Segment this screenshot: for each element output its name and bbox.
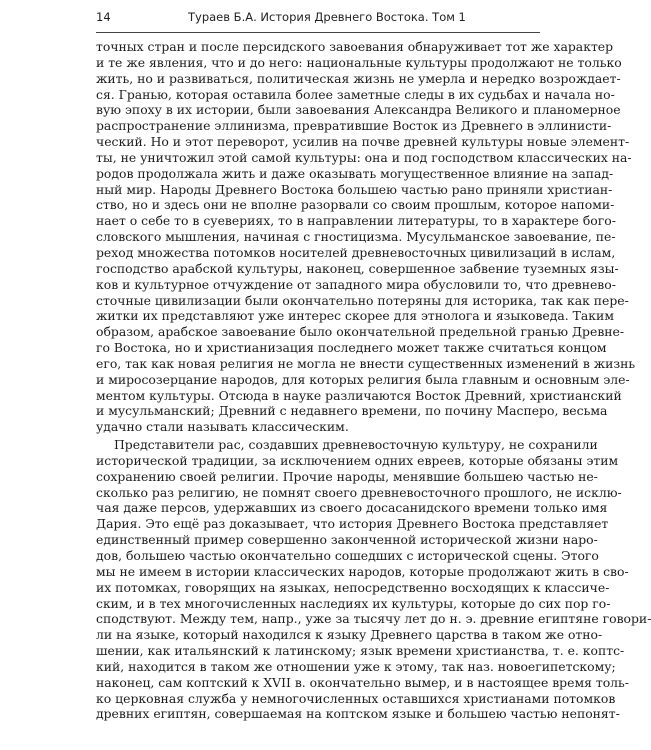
text-line: и миросозерцание народов, для которых религия была главным и основным эле- <box>96 371 630 387</box>
text-line: исторической традиции, за исключением одних евреев, которые обязаны этим <box>96 452 619 468</box>
text-line: шении, как итальянский к латинскому; язык времени христианства, т. е. коптс- <box>96 643 625 659</box>
text-line: родов продолжала жить и даже оказывать могущественное влияние на запад- <box>96 165 614 181</box>
text-line: ческий. Но и этот переворот, усилив на почве древней культуры новые элемент- <box>96 134 630 150</box>
text-line: кий, находится в таком же отношении уже к этому, так наз. новоегипетскому; <box>96 658 616 674</box>
text-line: и мусульманский; Древний с недавнего времени, по почину Масперо, весьма <box>96 403 608 419</box>
text-line: сохранению своей религии. Прочие народы, менявшие большею частью не- <box>96 468 598 484</box>
text-line: древних египтян, совершаемая на коптском языке и большею частью непонят- <box>96 706 620 722</box>
text-line: образом, арабское завоевание было окончательной предельной гранью Древне- <box>96 324 625 340</box>
text-line: ментом культуры. Отсюда в науке различаются Восток Древний, христианский <box>96 387 622 403</box>
text-line: наконец, сам коптский к XVII в. окончательно вымер, и в настоящее время толь- <box>96 674 629 690</box>
text-line: вую эпоху в их истории, были завоевания Александра Великого и планомерное <box>96 102 621 118</box>
page-number: 14 <box>96 10 111 24</box>
text-line: ный мир. Народы Древнего Востока большею частью рано приняли христиан- <box>96 181 613 197</box>
running-title: Тураев Б.А. История Древнего Востока. Том 1 <box>188 10 466 24</box>
text-line: мы не имеем в истории классических народов, которые продолжают жить в сво- <box>96 563 629 579</box>
text-line: их потомках, говорящих на языках, непосредственно восходящих к классиче- <box>96 579 610 595</box>
text-line: ся. Гранью, которая оставила более заметные следы в их судьбах и начала но- <box>96 86 615 102</box>
text-line: ты, не уничтожил этой самой культуры: она и под господством классических на- <box>96 149 632 165</box>
text-line: нает о себе то в суевериях, то в направлении литературы, то в характере бого- <box>96 213 616 229</box>
text-line: жить, но и развиваться, политическая жизнь не умерла и нередко возрождает- <box>96 70 621 86</box>
paragraph <box>96 39 636 435</box>
running-header <box>96 10 540 33</box>
body-text <box>96 39 651 722</box>
text-line: Дария. Это ещё раз доказывает, что история Древнего Востока представляет <box>96 516 609 532</box>
text-line: чая даже персов, удержавших из своего досасанидского времени только имя <box>96 500 608 516</box>
text-line: господство арабской культуры, наконец, совершенное забвение туземных язы- <box>96 260 619 276</box>
text-line: дов, большею частью окончательно сошедших с исторической сцены. Этого <box>96 548 599 563</box>
text-line: и те же явления, что и до него: национальные культуры продолжают не только <box>96 54 622 70</box>
text-line: го Востока, но и христианизация последнего может также считаться концом <box>96 340 607 356</box>
text-line: ство, но и здесь они не вполне разорвали со своим прошлым, которое напоми- <box>96 197 615 213</box>
text-line: ков и культурное отчуждение от западного мира обусловили то, что древнево- <box>96 276 616 292</box>
text-line: Представители рас, создавших древневосточную культуру, не сохранили <box>114 437 598 453</box>
text-line: ко церковная служба у немногочисленных оставшихся христианами потомков <box>96 690 616 706</box>
text-line: житки их представляют уже интерес скорее для этнолога и языковеда. Таким <box>96 308 614 324</box>
text-line: удачно стали называть классическим. <box>96 419 349 435</box>
text-line: сточные цивилизации были окончательно потеряны для историка, так как пере- <box>96 292 629 308</box>
text-line: распространение эллинизма, превратившие Восток из Древнего в эллинисти- <box>96 118 612 134</box>
text-line: сколько раз религию, не помнят своего древневосточного прошлого, не исклю- <box>96 484 622 500</box>
text-line: единственный пример совершенно законченной исторической жизни наро- <box>96 532 598 548</box>
text-line: ли на языке, который находился к языку Древнего царства в таком же отно- <box>96 627 603 643</box>
text-line: ским, и в тех многочисленных наследиях их культуры, которые до сих пор го- <box>96 595 611 611</box>
text-line: сподствуют. Между тем, напр., уже за тысячу лет до н. э. древние египтяне говори- <box>96 611 651 627</box>
text-line: реход множества потомков носителей древневосточных цивилизаций в ислам, <box>96 244 616 260</box>
text-line: точных стран и после персидского завоевания обнаруживает тот же характер <box>96 39 614 54</box>
text-line: словского мышления, начиная с гностицизма. Мусульманское завоевание, пе- <box>96 229 616 245</box>
text-line: его, так как новая религия не могла не внести существенных изменений в жизнь <box>96 355 636 371</box>
paragraph <box>96 437 651 722</box>
